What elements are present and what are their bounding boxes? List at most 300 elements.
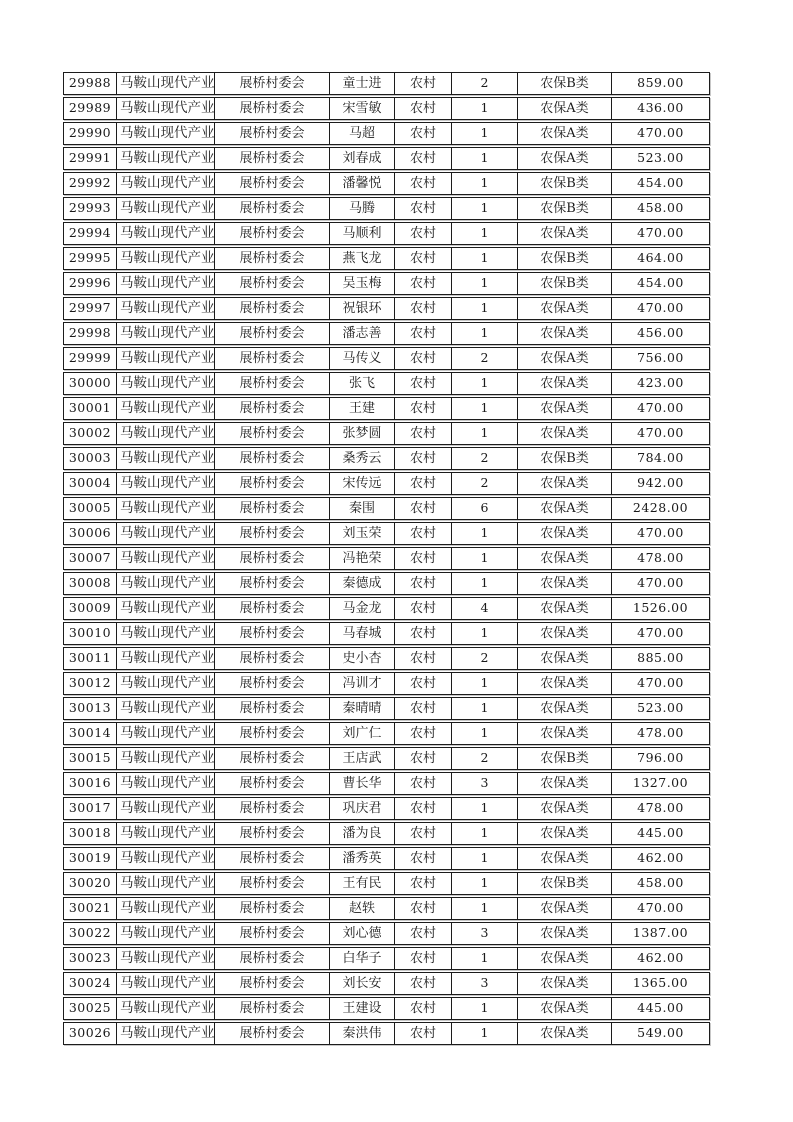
table-row [63,347,710,370]
cell-amount: 423.00 [637,375,684,391]
cell-organization: 马鞍山现代产业 [117,448,215,469]
table-row [63,497,710,520]
table-row [63,472,710,495]
cell-organization: 马鞍山现代产业 [117,998,215,1019]
cell-residence-type: 农村 [395,848,452,869]
cell-serial-number: 30012 [64,673,117,694]
cell-organization: 马鞍山现代产业 [117,798,215,819]
cell-residence-type: 农村 [395,823,452,844]
cell-insurance-category: 农保A类 [518,323,612,344]
cell-person-count: 3 [452,923,518,944]
cell-village-committee: 展桥村委会 [215,673,330,694]
cell-person-count: 1 [452,898,518,919]
cell-person-count: 3 [452,773,518,794]
cell-amount: 470.00 [637,525,684,541]
cell-person-count: 2 [452,448,518,469]
cell-insurance-category: 农保A类 [518,348,612,369]
cell-amount: 2428.00 [632,500,689,516]
cell-insurance-category: 农保A类 [518,523,612,544]
cell-person-count: 6 [452,498,518,519]
table-row [63,972,710,995]
table-row [63,222,710,245]
cell-amount: 458.00 [637,875,684,891]
cell-insurance-category: 农保A类 [518,598,612,619]
cell-organization: 马鞍山现代产业 [117,573,215,594]
cell-amount: 1387.00 [632,925,689,941]
cell-person-count: 1 [452,398,518,419]
cell-village-committee: 展桥村委会 [215,773,330,794]
cell-village-committee: 展桥村委会 [215,323,330,344]
cell-village-committee: 展桥村委会 [215,523,330,544]
cell-village-committee: 展桥村委会 [215,148,330,169]
cell-organization: 马鞍山现代产业 [117,198,215,219]
cell-insurance-category: 农保B类 [518,248,612,269]
cell-serial-number: 30007 [64,548,117,569]
cell-residence-type: 农村 [395,123,452,144]
cell-village-committee: 展桥村委会 [215,173,330,194]
cell-organization: 马鞍山现代产业 [117,673,215,694]
cell-residence-type: 农村 [395,573,452,594]
cell-serial-number: 30013 [64,698,117,719]
cell-organization: 马鞍山现代产业 [117,98,215,119]
cell-serial-number: 30000 [64,373,117,394]
cell-organization: 马鞍山现代产业 [117,923,215,944]
table-row [63,622,710,645]
cell-person-name: 刘玉荣 [330,523,395,544]
cell-residence-type: 农村 [395,673,452,694]
table-row [63,547,710,570]
cell-amount: 470.00 [637,125,684,141]
cell-residence-type: 农村 [395,698,452,719]
cell-village-committee: 展桥村委会 [215,223,330,244]
cell-person-name: 王建设 [330,998,395,1019]
cell-insurance-category: 农保A类 [518,423,612,444]
cell-amount: 445.00 [637,1000,684,1016]
table-row [63,572,710,595]
cell-person-name: 马超 [330,123,395,144]
cell-residence-type: 农村 [395,148,452,169]
table-row [63,847,710,870]
cell-residence-type: 农村 [395,348,452,369]
cell-organization: 马鞍山现代产业 [117,373,215,394]
cell-insurance-category: 农保A类 [518,898,612,919]
cell-insurance-category: 农保A类 [518,998,612,1019]
cell-organization: 马鞍山现代产业 [117,748,215,769]
cell-organization: 马鞍山现代产业 [117,523,215,544]
cell-person-count: 1 [452,873,518,894]
cell-person-count: 1 [452,173,518,194]
cell-person-count: 2 [452,748,518,769]
table-row [63,1022,710,1045]
cell-residence-type: 农村 [395,398,452,419]
table-row [63,322,710,345]
cell-person-name: 潘志善 [330,323,395,344]
cell-serial-number: 30021 [64,898,117,919]
cell-residence-type: 农村 [395,623,452,644]
cell-person-count: 1 [452,273,518,294]
cell-insurance-category: 农保A类 [518,398,612,419]
table-row [63,947,710,970]
cell-person-name: 童士进 [330,73,395,94]
table-row [63,922,710,945]
cell-person-name: 宋传远 [330,473,395,494]
cell-residence-type: 农村 [395,223,452,244]
cell-person-count: 1 [452,323,518,344]
cell-serial-number: 29990 [64,123,117,144]
cell-serial-number: 30022 [64,923,117,944]
cell-person-count: 1 [452,548,518,569]
cell-insurance-category: 农保B类 [518,273,612,294]
cell-person-count: 1 [452,673,518,694]
cell-insurance-category: 农保A类 [518,923,612,944]
cell-person-name: 马顺利 [330,223,395,244]
cell-organization: 马鞍山现代产业 [117,873,215,894]
table-row [63,822,710,845]
cell-person-name: 马金龙 [330,598,395,619]
table-row [63,872,710,895]
cell-insurance-category: 农保B类 [518,173,612,194]
cell-village-committee: 展桥村委会 [215,973,330,994]
cell-person-name: 马腾 [330,198,395,219]
cell-village-committee: 展桥村委会 [215,548,330,569]
cell-serial-number: 29996 [64,273,117,294]
cell-person-name: 宋雪敏 [330,98,395,119]
cell-village-committee: 展桥村委会 [215,198,330,219]
table-row [63,597,710,620]
cell-person-name: 刘春成 [330,148,395,169]
cell-serial-number: 30016 [64,773,117,794]
cell-insurance-category: 农保A类 [518,298,612,319]
cell-amount: 1526.00 [632,600,689,616]
cell-insurance-category: 农保B类 [518,198,612,219]
cell-person-name: 白华子 [330,948,395,969]
cell-amount: 478.00 [637,800,684,816]
cell-serial-number: 30001 [64,398,117,419]
cell-residence-type: 农村 [395,498,452,519]
cell-residence-type: 农村 [395,248,452,269]
cell-village-committee: 展桥村委会 [215,898,330,919]
cell-organization: 马鞍山现代产业 [117,723,215,744]
cell-person-name: 秦德成 [330,573,395,594]
cell-residence-type: 农村 [395,198,452,219]
cell-insurance-category: 农保B类 [518,748,612,769]
cell-person-name: 吴玉梅 [330,273,395,294]
cell-organization: 马鞍山现代产业 [117,973,215,994]
cell-person-name: 张飞 [330,373,395,394]
table-row [63,72,710,95]
cell-village-committee: 展桥村委会 [215,73,330,94]
cell-person-count: 1 [452,223,518,244]
cell-person-count: 1 [452,798,518,819]
cell-organization: 马鞍山现代产业 [117,398,215,419]
cell-insurance-category: 农保B类 [518,73,612,94]
cell-insurance-category: 农保A类 [518,473,612,494]
cell-serial-number: 29993 [64,198,117,219]
cell-serial-number: 30002 [64,423,117,444]
cell-insurance-category: 农保A类 [518,373,612,394]
cell-amount: 478.00 [637,725,684,741]
cell-person-name: 桑秀云 [330,448,395,469]
cell-organization: 马鞍山现代产业 [117,823,215,844]
insurance-payment-table [63,72,710,1047]
cell-person-count: 1 [452,148,518,169]
table-row [63,647,710,670]
cell-residence-type: 农村 [395,973,452,994]
table-row [63,697,710,720]
cell-serial-number: 30025 [64,998,117,1019]
cell-village-committee: 展桥村委会 [215,373,330,394]
cell-serial-number: 29998 [64,323,117,344]
cell-insurance-category: 农保A类 [518,673,612,694]
cell-person-count: 1 [452,98,518,119]
cell-amount: 445.00 [637,825,684,841]
cell-person-name: 刘心德 [330,923,395,944]
cell-residence-type: 农村 [395,773,452,794]
cell-insurance-category: 农保B类 [518,448,612,469]
cell-amount: 462.00 [637,950,684,966]
cell-organization: 马鞍山现代产业 [117,248,215,269]
cell-insurance-category: 农保A类 [518,848,612,869]
cell-serial-number: 29999 [64,348,117,369]
table-row [63,372,710,395]
cell-person-name: 赵轶 [330,898,395,919]
cell-organization: 马鞍山现代产业 [117,498,215,519]
cell-residence-type: 农村 [395,473,452,494]
cell-amount: 1327.00 [632,775,689,791]
cell-insurance-category: 农保A类 [518,948,612,969]
cell-amount: 458.00 [637,200,684,216]
cell-amount: 470.00 [637,225,684,241]
cell-organization: 马鞍山现代产业 [117,423,215,444]
cell-person-name: 王建 [330,398,395,419]
cell-residence-type: 农村 [395,748,452,769]
table-row [63,297,710,320]
cell-village-committee: 展桥村委会 [215,398,330,419]
cell-amount: 436.00 [637,100,684,116]
cell-village-committee: 展桥村委会 [215,873,330,894]
cell-organization: 马鞍山现代产业 [117,848,215,869]
table-row [63,247,710,270]
table-row [63,97,710,120]
cell-village-committee: 展桥村委会 [215,273,330,294]
cell-village-committee: 展桥村委会 [215,698,330,719]
cell-insurance-category: 农保A类 [518,773,612,794]
cell-insurance-category: 农保A类 [518,648,612,669]
cell-serial-number: 29992 [64,173,117,194]
cell-residence-type: 农村 [395,323,452,344]
cell-organization: 马鞍山现代产业 [117,123,215,144]
cell-residence-type: 农村 [395,298,452,319]
cell-amount: 470.00 [637,900,684,916]
cell-serial-number: 30017 [64,798,117,819]
table-row [63,722,710,745]
cell-person-count: 2 [452,73,518,94]
cell-serial-number: 30005 [64,498,117,519]
table-row [63,197,710,220]
cell-person-name: 张梦圆 [330,423,395,444]
cell-amount: 859.00 [637,75,684,91]
cell-village-committee: 展桥村委会 [215,498,330,519]
cell-person-count: 1 [452,823,518,844]
cell-serial-number: 29988 [64,73,117,94]
table-row [63,147,710,170]
cell-person-count: 4 [452,598,518,619]
cell-person-name: 燕飞龙 [330,248,395,269]
cell-person-name: 刘长安 [330,973,395,994]
cell-person-count: 2 [452,473,518,494]
cell-amount: 885.00 [637,650,684,666]
cell-person-count: 1 [452,423,518,444]
cell-person-name: 秦洪伟 [330,1023,395,1044]
table-row [63,172,710,195]
cell-person-count: 1 [452,1023,518,1044]
cell-organization: 马鞍山现代产业 [117,898,215,919]
cell-serial-number: 30010 [64,623,117,644]
cell-person-count: 3 [452,973,518,994]
cell-person-count: 1 [452,523,518,544]
cell-residence-type: 农村 [395,898,452,919]
cell-insurance-category: 农保A类 [518,823,612,844]
cell-person-count: 1 [452,948,518,969]
cell-amount: 464.00 [637,250,684,266]
cell-person-name: 祝银环 [330,298,395,319]
cell-amount: 796.00 [637,750,684,766]
cell-residence-type: 农村 [395,273,452,294]
cell-residence-type: 农村 [395,448,452,469]
cell-village-committee: 展桥村委会 [215,623,330,644]
cell-person-name: 巩庆君 [330,798,395,819]
cell-person-count: 2 [452,648,518,669]
table-row [63,997,710,1020]
cell-amount: 470.00 [637,675,684,691]
cell-insurance-category: 农保A类 [518,798,612,819]
cell-village-committee: 展桥村委会 [215,848,330,869]
cell-amount: 470.00 [637,575,684,591]
cell-person-count: 1 [452,998,518,1019]
cell-serial-number: 30008 [64,573,117,594]
cell-amount: 454.00 [637,175,684,191]
cell-serial-number: 30018 [64,823,117,844]
cell-serial-number: 29994 [64,223,117,244]
cell-amount: 462.00 [637,850,684,866]
table-row [63,397,710,420]
cell-organization: 马鞍山现代产业 [117,173,215,194]
cell-village-committee: 展桥村委会 [215,473,330,494]
cell-residence-type: 农村 [395,923,452,944]
cell-person-name: 秦晴晴 [330,698,395,719]
table-row [63,447,710,470]
cell-village-committee: 展桥村委会 [215,1023,330,1044]
cell-person-count: 1 [452,248,518,269]
table-row [63,772,710,795]
cell-amount: 523.00 [637,150,684,166]
cell-village-committee: 展桥村委会 [215,823,330,844]
cell-village-committee: 展桥村委会 [215,448,330,469]
cell-residence-type: 农村 [395,598,452,619]
cell-person-name: 王有民 [330,873,395,894]
cell-amount: 456.00 [637,325,684,341]
cell-serial-number: 30011 [64,648,117,669]
cell-organization: 马鞍山现代产业 [117,548,215,569]
cell-person-name: 潘为良 [330,823,395,844]
cell-serial-number: 30006 [64,523,117,544]
cell-residence-type: 农村 [395,798,452,819]
cell-person-count: 1 [452,573,518,594]
cell-serial-number: 30026 [64,1023,117,1044]
cell-serial-number: 29997 [64,298,117,319]
cell-organization: 马鞍山现代产业 [117,598,215,619]
cell-serial-number: 30014 [64,723,117,744]
cell-residence-type: 农村 [395,523,452,544]
cell-village-committee: 展桥村委会 [215,423,330,444]
cell-amount: 454.00 [637,275,684,291]
cell-amount: 523.00 [637,700,684,716]
cell-insurance-category: 农保A类 [518,98,612,119]
cell-organization: 马鞍山现代产业 [117,698,215,719]
cell-person-count: 1 [452,723,518,744]
cell-residence-type: 农村 [395,373,452,394]
cell-person-count: 1 [452,698,518,719]
cell-organization: 马鞍山现代产业 [117,348,215,369]
table-row [63,747,710,770]
cell-residence-type: 农村 [395,1023,452,1044]
cell-serial-number: 30024 [64,973,117,994]
table-row [63,672,710,695]
cell-residence-type: 农村 [395,98,452,119]
cell-person-count: 1 [452,848,518,869]
cell-insurance-category: 农保A类 [518,148,612,169]
cell-amount: 470.00 [637,425,684,441]
cell-person-count: 1 [452,298,518,319]
table-row [63,797,710,820]
table-row [63,272,710,295]
cell-organization: 马鞍山现代产业 [117,273,215,294]
cell-serial-number: 29989 [64,98,117,119]
cell-person-name: 刘广仁 [330,723,395,744]
cell-residence-type: 农村 [395,73,452,94]
cell-insurance-category: 农保A类 [518,1023,612,1044]
table-row [63,122,710,145]
cell-organization: 马鞍山现代产业 [117,298,215,319]
cell-person-name: 冯艳荣 [330,548,395,569]
cell-village-committee: 展桥村委会 [215,748,330,769]
cell-serial-number: 30019 [64,848,117,869]
cell-village-committee: 展桥村委会 [215,998,330,1019]
cell-insurance-category: 农保A类 [518,498,612,519]
cell-serial-number: 30004 [64,473,117,494]
cell-organization: 马鞍山现代产业 [117,1023,215,1044]
cell-village-committee: 展桥村委会 [215,573,330,594]
table-row [63,422,710,445]
cell-person-name: 马春城 [330,623,395,644]
cell-person-count: 1 [452,123,518,144]
cell-serial-number: 30015 [64,748,117,769]
cell-amount: 784.00 [637,450,684,466]
cell-amount: 470.00 [637,400,684,416]
table-row [63,522,710,545]
cell-person-count: 2 [452,348,518,369]
cell-amount: 942.00 [637,475,684,491]
cell-amount: 470.00 [637,625,684,641]
cell-serial-number: 30020 [64,873,117,894]
cell-village-committee: 展桥村委会 [215,798,330,819]
cell-village-committee: 展桥村委会 [215,123,330,144]
cell-village-committee: 展桥村委会 [215,348,330,369]
cell-organization: 马鞍山现代产业 [117,473,215,494]
cell-organization: 马鞍山现代产业 [117,73,215,94]
cell-residence-type: 农村 [395,648,452,669]
cell-person-name: 秦围 [330,498,395,519]
